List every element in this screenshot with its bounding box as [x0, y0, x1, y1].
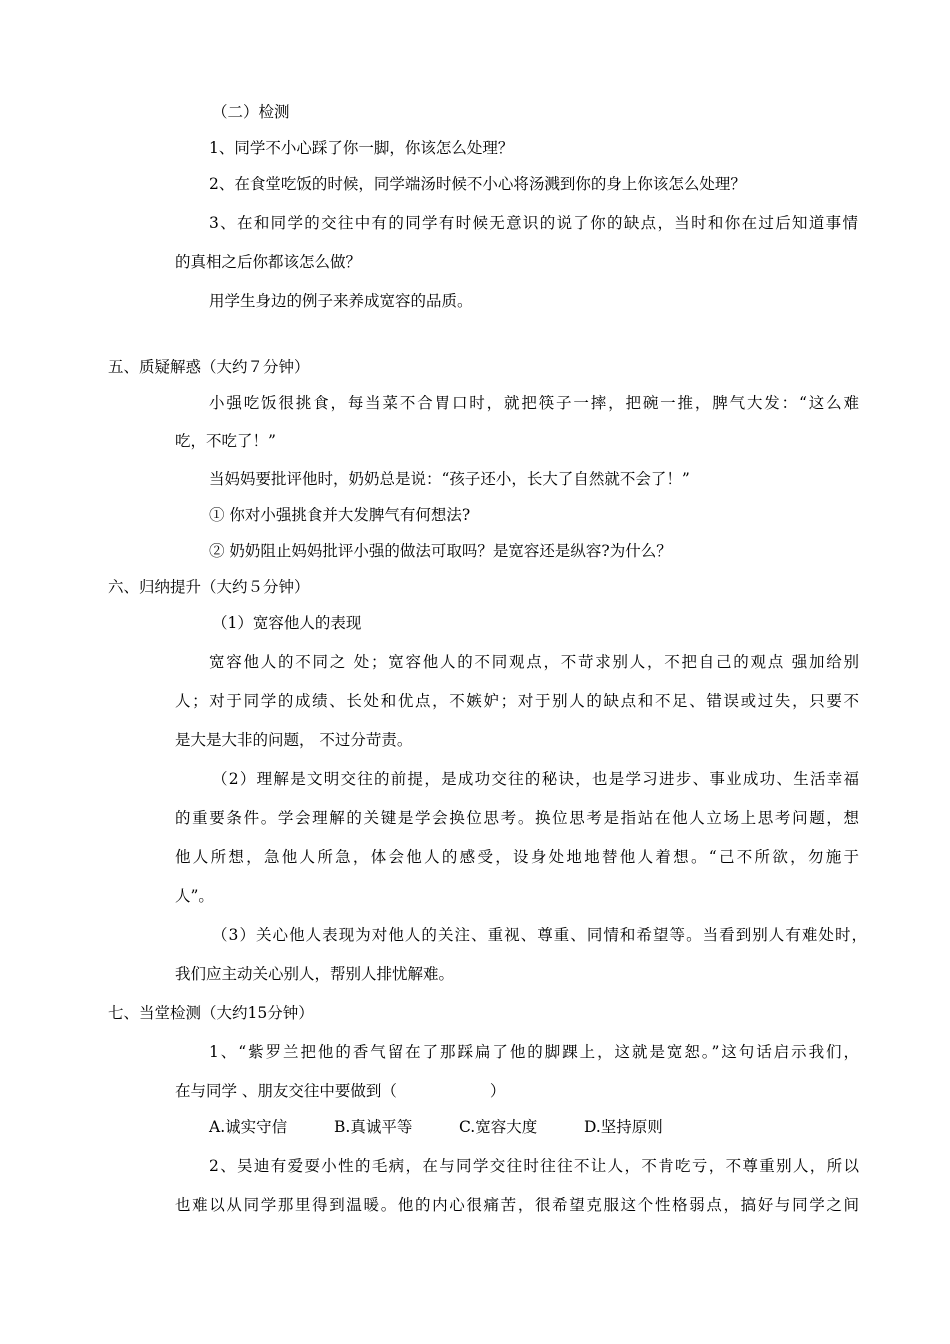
section-heading-7: 七、当堂检测（大约15分钟）: [108, 1004, 314, 1022]
story-line-1: 小强吃饭很挑食，每当菜不合胃口时，就把筷子一摔，把碗一推，脾气大发：“这么难: [209, 394, 859, 412]
story-question-2: ② 奶奶阻止妈妈批评小强的做法可取吗？是宽容还是纵容?为什么？: [209, 542, 672, 560]
check-question-2: 2、在食堂吃饭的时候，同学端汤时候不小心将汤溅到你的身上你该怎么处理？: [209, 175, 746, 193]
check-question-3-line-2: 的真相之后你都该怎么做？: [175, 253, 362, 271]
summary-point-2-line-4: 人”。: [175, 887, 214, 905]
story-line-3: 当妈妈要批评他时，奶奶总是说：“孩子还小，长大了自然就不会了！”: [209, 470, 690, 488]
test-question-1-options: [209, 1116, 663, 1138]
summary-point-1-line-3: 是大是大非的问题， 不过分苛责。: [175, 731, 413, 749]
test-question-1-line-2: 在与同学 、朋友交往中要做到（ ）: [175, 1082, 506, 1100]
summary-point-3-line-2: 我们应主动关心别人，帮别人排忧解难。: [175, 965, 455, 983]
summary-point-2-line-3: 他人所想，急他人所急，体会他人的感受，设身处地地替他人着想。“己不所欲，勿施于: [175, 848, 859, 866]
check-note: 用学生身边的例子来养成宽容的品质。: [209, 292, 473, 310]
option-b: B.真诚平等: [334, 1118, 413, 1136]
summary-point-3-line-1: （3）关心他人表现为对他人的关注、重视、尊重、同情和希望等。当看到别人有难处时，: [212, 926, 867, 944]
summary-point-1-line-1: 宽容他人的不同之 处；宽容他人的不同观点，不苛求别人，不把自己的观点 强加给别: [209, 653, 859, 671]
option-d: D.坚持原则: [584, 1118, 663, 1136]
summary-point-2-line-2: 的重要条件。学会理解的关键是学会换位思考。换位思考是指站在他人立场上思考问题，想: [175, 809, 859, 827]
option-c: C.宽容大度: [459, 1118, 538, 1136]
summary-point-1-line-2: 人；对于同学的成绩、长处和优点，不嫉妒；对于别人的缺点和不足、错误或过失，只要不: [175, 692, 859, 710]
subsection-heading-check: （二）检测: [212, 103, 290, 121]
test-question-1-line-1: 1、“紫罗兰把他的香气留在了那踩扁了他的脚踝上，这就是宽恕。”这句话启示我们，: [209, 1043, 859, 1061]
story-question-1: ① 你对小强挑食并大发脾气有何想法?: [209, 506, 471, 524]
test-question-2-line-2: 也难以从同学那里得到温暖。他的内心很痛苦，很希望克服这个性格弱点，搞好与同学之间: [175, 1196, 859, 1214]
check-question-1: 1、同学不小心踩了你一脚，你该怎么处理？: [209, 139, 514, 157]
test-question-2-line-1: 2、吴迪有爱耍小性的毛病，在与同学交往时往往不让人，不肯吃亏，不尊重别人，所以: [209, 1157, 859, 1175]
option-a: A.诚实守信: [209, 1118, 288, 1136]
section-heading-6: 六、归纳提升（大约５分钟）: [108, 578, 310, 596]
summary-point-1-title: （1）宽容他人的表现: [212, 614, 362, 632]
section-heading-5: 五、质疑解惑（大约７分钟）: [108, 358, 310, 376]
check-question-3-line-1: 3、在和同学的交往中有的同学有时候无意识的说了你的缺点，当时和你在过后知道事情: [209, 214, 858, 232]
story-line-2: 吃，不吃了！”: [175, 432, 276, 450]
summary-point-2-line-1: （2）理解是文明交往的前提，是成功交往的秘诀，也是学习进步、事业成功、生活幸福: [212, 770, 859, 788]
